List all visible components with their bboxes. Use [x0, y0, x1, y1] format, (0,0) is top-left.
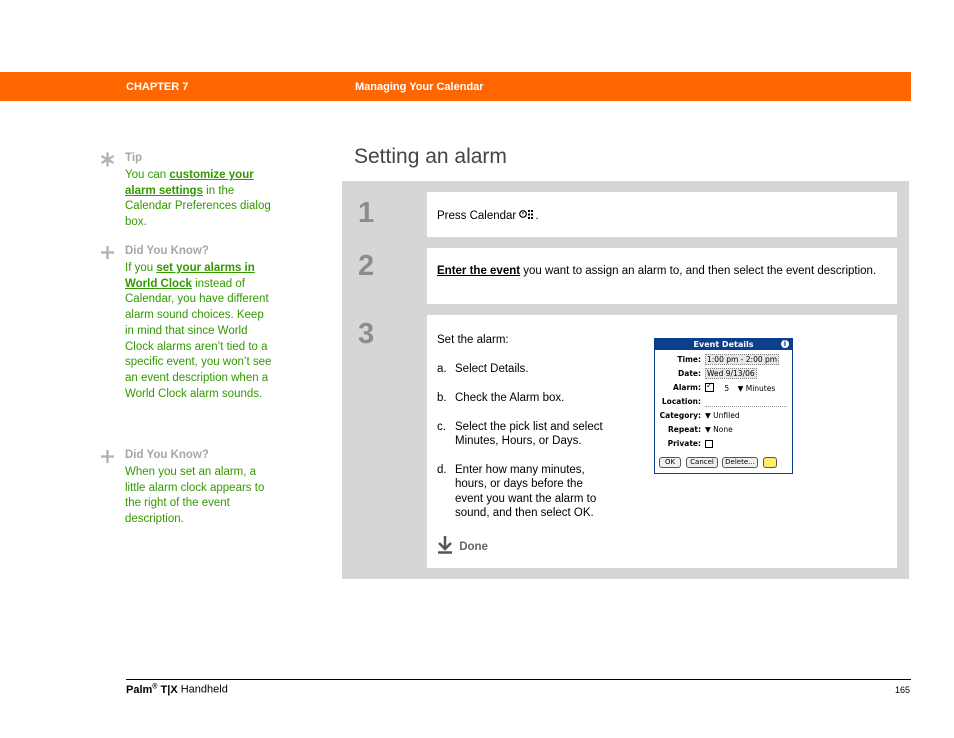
note-icon[interactable]: [763, 457, 777, 468]
footer-product: Palm® T|X Handheld: [126, 683, 228, 696]
step-2: [427, 248, 897, 304]
repeat-picker[interactable]: None: [713, 425, 733, 434]
chapter-title: Managing Your Calendar: [355, 81, 484, 93]
alarm-checkbox[interactable]: [705, 383, 714, 392]
time-field[interactable]: 1:00 pm - 2:00 pm: [707, 355, 778, 364]
did-you-know-heading: Did You Know?: [125, 449, 209, 461]
date-field[interactable]: Wed 9/13/06: [707, 369, 755, 378]
step-1: Press Calendar .: [427, 192, 897, 237]
private-checkbox[interactable]: [705, 440, 713, 448]
tip-heading: Tip: [125, 152, 143, 164]
chevron-down-icon: ▼: [705, 411, 714, 420]
calendar-icon: [519, 209, 535, 220]
page-title: Setting an alarm: [354, 145, 507, 168]
event-details-dialog: Event Details i Time: 1:00 pm - 2:00 pm Date: Wed 9/13/06 Alarm: ✓ 5 ▼ Minutes Location: Category: ▼ Unfiled Repeat: ▼ None Private: OK Cancel Delete...: [654, 338, 793, 474]
chevron-down-icon: ▼: [705, 425, 714, 434]
delete-button[interactable]: Delete...: [722, 457, 758, 468]
check-icon: ✓: [706, 381, 713, 390]
step-text: Press Calendar: [437, 210, 517, 222]
tip-text: You can customize your alarm settings in the Calendar Preferences dialog box.: [125, 169, 271, 229]
done-label: Done: [459, 541, 488, 553]
chapter-header: [0, 72, 911, 101]
alarm-amount-field[interactable]: 5: [724, 384, 730, 393]
chapter-label: CHAPTER 7: [126, 81, 189, 93]
location-field[interactable]: [705, 406, 787, 407]
plus-icon: [100, 449, 115, 464]
did-you-know-text: If you set your alarms in World Clock instead of Calendar, you have different alarm sound choices. Keep in mind that since World Clock alarms aren’t tied to a specific event, you won’t see an event description when a World Clock alarm sounds.: [125, 262, 272, 400]
chevron-down-icon: ▼: [737, 384, 744, 393]
step-intro: Set the alarm:: [437, 334, 509, 346]
did-you-know-heading: Did You Know?: [125, 245, 209, 257]
world-clock-alarms-link[interactable]: set your alarms in World Clock: [125, 262, 255, 290]
step-number: 1: [358, 197, 375, 229]
arrow-down-icon: [437, 536, 453, 554]
enter-event-link[interactable]: Enter the event: [437, 265, 521, 277]
alarm-unit-picker[interactable]: Minutes: [745, 384, 776, 393]
page-number: 165: [895, 685, 911, 695]
asterisk-icon: [100, 152, 115, 167]
step-text: you want to assign an alarm to, and then select the event description.: [520, 265, 877, 277]
cancel-button[interactable]: Cancel: [686, 457, 718, 468]
step-3: Set the alarm: a. Select Details. b. Check the Alarm box. c. Select the pick list and select Minutes, Hours, or Days. d. Enter how many minutes, hours, or days before the event you want the alarm to sound, and then select OK. Done: [427, 315, 897, 568]
category-picker[interactable]: Unfiled: [713, 411, 740, 420]
ok-button[interactable]: OK: [659, 457, 681, 468]
did-you-know-text: When you set an alarm, a little alarm clock appears to the right of the event description.: [125, 466, 265, 526]
plus-icon: [100, 245, 115, 260]
info-icon[interactable]: i: [781, 340, 789, 348]
footer-divider: [126, 679, 911, 680]
done-marker: [437, 536, 488, 555]
customize-alarm-link[interactable]: customize your alarm settings: [125, 169, 254, 197]
dialog-title: Event Details: [655, 339, 792, 350]
step-number: 3: [358, 318, 375, 350]
step-number: 2: [358, 250, 375, 282]
